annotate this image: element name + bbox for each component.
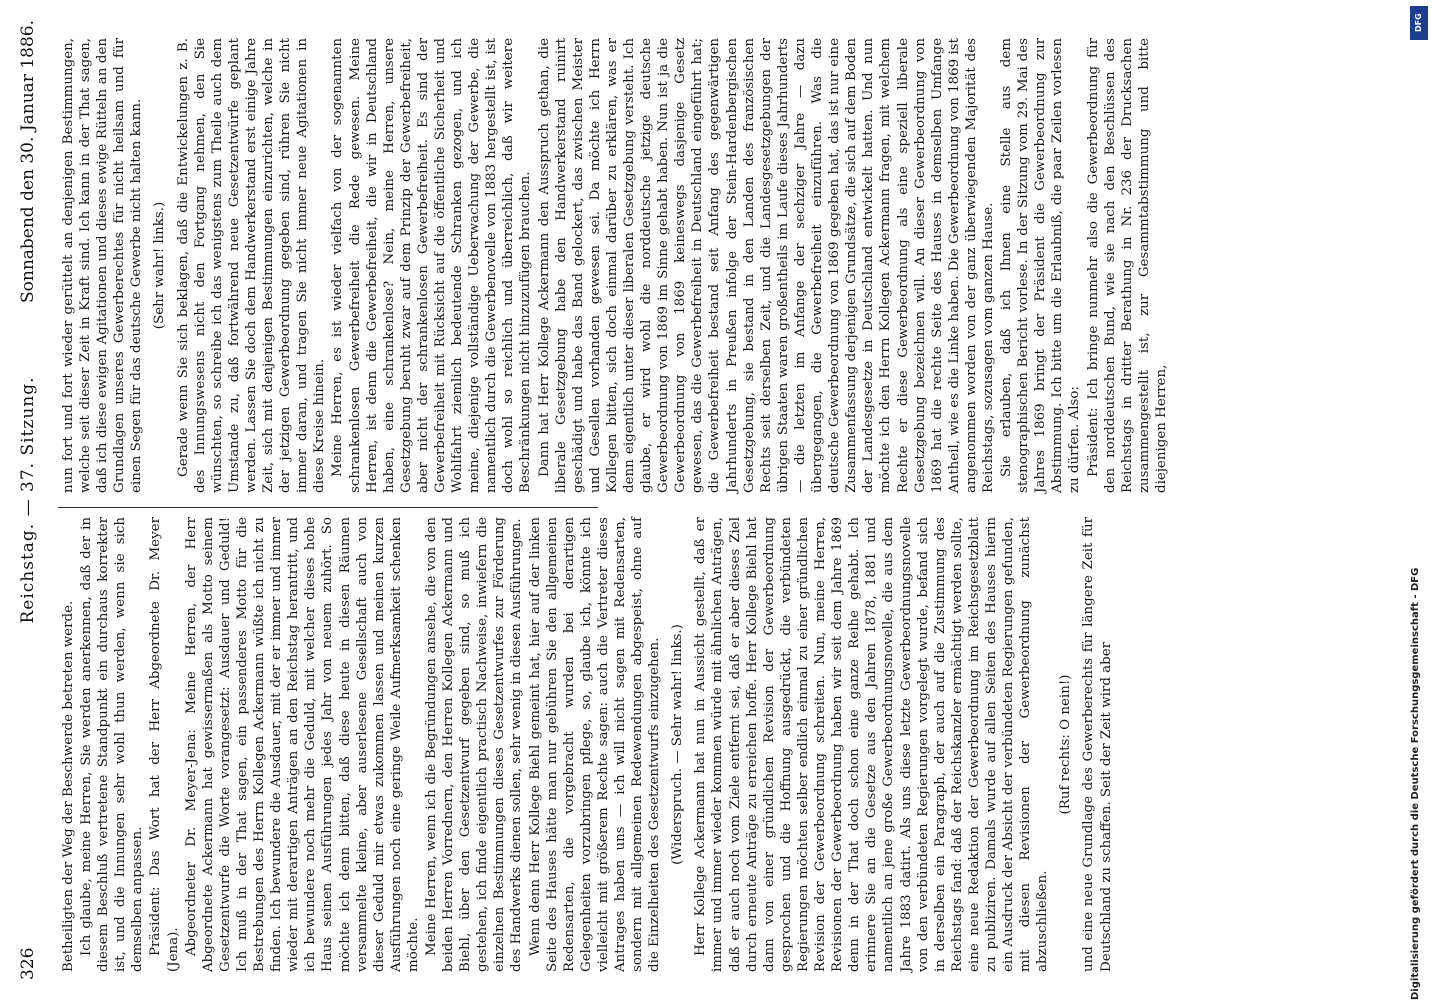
dfg-logo: DFG bbox=[1410, 6, 1428, 40]
interjection: (Widerspruch. — Sehr wahr! links.) bbox=[670, 624, 686, 865]
paragraph: Herr Kollege Ackermann hat nun in Aussicht gestellt, daß er immer und immer wieder kommen würde mit ähnlichen Anträgen, daß er auch noch vom Ziele entfernt sei, daß er aber dieses Ziel durch erneute Anträge zu erreichen hoffe. Herr Kollege Biehl hat dann von einer gründlichen Revision der Gewerbeordnung gesprochen und die Hoffnung ausgedrückt, die verbündeten Regierungen möchten selber endlich einmal zu einer gründlichen Revision der Gewerbeordnung schreiten. Nun, meine Herren, Revisionen der Gewerbeordnung haben wir seit dem Jahre 1869 denn in der That doch schon eine ganze Reihe gehabt. Ich erinnere Sie an die Gesetze aus den Jahren 1878, 1881 und namentlich an jene große Gewerbeordnungsnovelle, die aus dem Jahre 1883 datirt. Als uns diese letzte Gewerbeordnungsnovelle von den verbündeten Regierungen vorgelegt wurde, befand sich in derselben ein Paragraph, der auch auf die Zustimmung des Reichstags fand: daß der Reichskanzler ermächtigt werden sollte, eine neue Redaktion der Gewerbeordnung im Reichsgesetzblatt zu publiziren. Damals wurde auf allen Seiten des Hauses hierin ein Ausdruck der Absicht der verbündeten Regierungen gefunden, mit diesen Revisionen der Gewerbeordnung zunächst abzuschließen. bbox=[693, 517, 1051, 972]
interjection: (Ruf rechts: O nein!) bbox=[1058, 674, 1074, 815]
digitization-note: Digitalisierung gefördert durch die Deutsche Forschungsgemeinschaft - DFG bbox=[1410, 567, 1421, 1000]
paragraph: nun fort und fort wieder gerüttelt an denjenigen Bestimmungen, welche seit dieser Zeit in Kraft sind. Ich kann in der That sagen, daß ich diese ewigen Agitationen und dieses ewige Rütteln an den Grundlagen unseres Gewerberechtes für nicht heilsam und für einen Segen für das deutsche Gewerbe nicht halten kann. bbox=[61, 38, 145, 493]
session-date: Sonnabend den 30. Januar 1886. bbox=[18, 20, 38, 304]
paragraph: Gerade wenn Sie sich beklagen, daß die Entwickelungen z. B. des Innungswesens nicht den Fortgang nehmen, den Sie wünschten, so schreibe ich das wenigstens zum Theile auch dem Umstande zu, daß fortwährend neue Gesetzentwürfe geplant werden. Lassen Sie doch dem Handwerkerstand erst einige Jahre Zeit, sich mit denjenigen Bestimmungen einzurichten, welche in der jetzigen Gewerbeordnung gegeben sind, rühren Sie nicht immer daran, und tragen Sie nicht immer neue Agitationen in diese Kreise hinein. bbox=[175, 38, 328, 493]
paragraph: Wenn denn Herr Kollege Biehl gemeint hat, hier auf der linken Seite des Hauses hätte man nur gebühren Sie den allgemeinen Redensarten, die vorgebracht wurden bei derartigen Gelegenheiten vorzubringen pflege, so, glaube ich, könnte ich vielleicht mit größerem Rechte sagen: auch die Vertreter dieses Antrages haben uns — ich will nicht sagen mit Redensarten, sondern mit allgemeinen Redewendungen abgespeist, ohne auf die Einzelheiten des Gesetzentwurfs einzugehen. bbox=[527, 517, 663, 972]
paragraph: Dann hat Herr Kollege Ackermann den Ausspruch gethan, die liberale Gesetzgebung habe den Handwerkerstand ruinirt geschädigt und habe das Band gelockert, das zwischen Meister und Gesellen vorhanden gewesen sei. Da möchte ich Herrn Kollegen bitten, sich doch einmal darüber zu erklären, was er denn eigentlich unter dieser liberalen Gesetzgebung versteht. Ich glaube, er wird wohl die norddeutsche jetzige deutsche Gewerbeordnung von 1869 im Sinne gehabt haben. Nun ist ja die Gewerbeordnung von 1869 keineswegs dasjenige Gesetz gewesen, das die Gewerbefreiheit in Deutschland eingeführt hat; die Gewerbefreiheit bestand seit Anfang des gegenwärtigen Jahrhunderts in Preußen infolge der Stein-Hardenbergischen Gesetzgebung, sie bestand in den Landen des französischen Rechts seit derselben Zeit, und die Landesgesetzgebungen der übrigen Staaten waren großentheils im Laufe dieses Jahrhunderts — die letzten im Anfange der sechziger Jahre — dazu übergegangen, die Gewerbefreiheit einzuführen. Was die deutsche Gewerbeordnung von 1869 gegeben hat, das ist nur eine Zusammenfassung derjenigen Grundsätze, die sich auf dem Boden der Landesgesetze in Deutschland entwickelt hatten. Und nun möchte ich den Herrn Kollegen Ackermann fragen, mit welchem Rechte er diese Gewerbeordnung als eine speziell liberale Gesetzgebung bezeichnen will. An dieser Gewerbeordnung von 1869 hat die rechte Seite des Hauses in demselben Umfange Antheil, wie es die Linke haben. Die Gewerbeordnung von 1869 ist angenommen worden von der ganz überwiegenden Majorität des Reichstags, sozusagen vom ganzen Hause. bbox=[536, 38, 996, 493]
page-header bbox=[18, 20, 46, 980]
right-column bbox=[60, 38, 1171, 493]
paragraph: Meine Herren, es ist wieder vielfach von der sogenannten schrankenlosen Gewerbefreiheit die Rede gewesen. Meine Herren, ist denn die Gewerbefreiheit, die wir in Deutschland haben, eine schrankenlose? Nein, meine Herren, unsere Gesetzgebung beruht zwar auf dem Prinzip der Gewerbefreiheit, aber nicht der schrankenlosen Gewerbefreiheit. Es sind der Gewerbefreiheit mit Rücksicht auf die öffentliche Sicherheit und Wohlfahrt ziemlich bedeutende Schranken gezogen, und ich meine, diejenige vollständige Ueberwachung der Gewerbe, die namentlich durch die Gewerbenovelle von 1883 hergestellt ist, ist doch wohl so reichlich und überreichlich, daß wir weitere Beschränkungen nicht hinzuzufügen brauchen. bbox=[330, 38, 534, 493]
column-divider bbox=[58, 507, 598, 508]
paragraph: Präsident: Ich bringe nunmehr also die Gewerbeordnung für den norddeutschen Bund, wie sie nach den Beschlüssen des Reichstags in dritter Berathung in Nr. 236 der Drucksachen zusammengestellt ist, zur Gesammtabstimmung und bitte diejenigen Herren, bbox=[1085, 38, 1169, 493]
page-number: 326 bbox=[18, 947, 38, 980]
left-column bbox=[60, 517, 1116, 972]
paragraph: Abgeordneter Dr. Meyer-Jena: Meine Herren, der Herr Abgeordnete Ackermann hat gewissermaßen als Motto seinem Gesetzentwurfe die Worte vorangesetzt: Ausdauer und Geduld! Ich muß in der That sagen, ein passenderes Motto für die Bestrebungen des Herrn Kollegen Ackermann wüßte ich nicht zu finden. Ich bewundere die Ausdauer, mit der er immer und immer wieder mit derartigen Anträgen an den Reichstag herantritt, und ich bewundere noch mehr die Geduld, mit welcher dieses hohe Haus seinen Ausführungen jedes Jahr von neuem zuhört. So möchte ich denn bitten, daß diese heute in diesen Räumen versammelte kleine, aber auserlesene Gesellschaft auch von dieser Geduld mir etwas zukommen lassen und meinen kurzen Ausführungen noch eine geringe Weile Aufmerksamkeit schenken möchte. bbox=[183, 517, 421, 972]
paragraph: Sie erlauben, daß ich Ihnen eine Stelle aus dem stenographischen Bericht vorlese. In der Sitzung vom 29. Mai des Jahres 1869 bringt der Präsident die Gewerbeordnung zur Abstimmung. Ich bitte um die Erlaubniß, die paar Zeilen vorlesen zu dürfen. Also: bbox=[999, 38, 1083, 493]
paragraph: Betheiligten der Weg der Beschwerde betreten werde. bbox=[61, 600, 76, 972]
paragraph: Meine Herren, wenn ich die Begründungen ansehe, die von den beiden Herren Vorrednern, den Herren Kollegen Ackermann und Biehl, über den Gesetzentwurf gegeben sind, so muß ich gestehen, ich finde eigentlich practisch Nachweise, inwiefern die einzelnen Bestimmungen dieses Gesetzentwurfes zur Förderung des Handwerks dienen sollen, sehr wenig in diesen Ausführungen. bbox=[423, 517, 525, 972]
paragraph: Präsident: Das Wort hat der Herr Abgeordnete Dr. Meyer (Jena). bbox=[148, 517, 181, 972]
paragraph: und eine neue Grundlage des Gewerberechts für längere Zeit für Deutschland zu schaffen. Seit der Zeit wird aber bbox=[1081, 517, 1114, 972]
paragraph: Ich glaube, meine Herren, Sie werden anerkennen, daß der in diesem Beschluß vertretene Standpunkt ein durchaus korrekter ist, und die Innungen sehr wohl thun werden, wenn sie sich demselben anpassen. bbox=[79, 517, 146, 972]
interjection: (Sehr wahr! links.) bbox=[152, 201, 168, 330]
session-title: Reichstag. — 37. Sitzung. bbox=[18, 376, 38, 624]
